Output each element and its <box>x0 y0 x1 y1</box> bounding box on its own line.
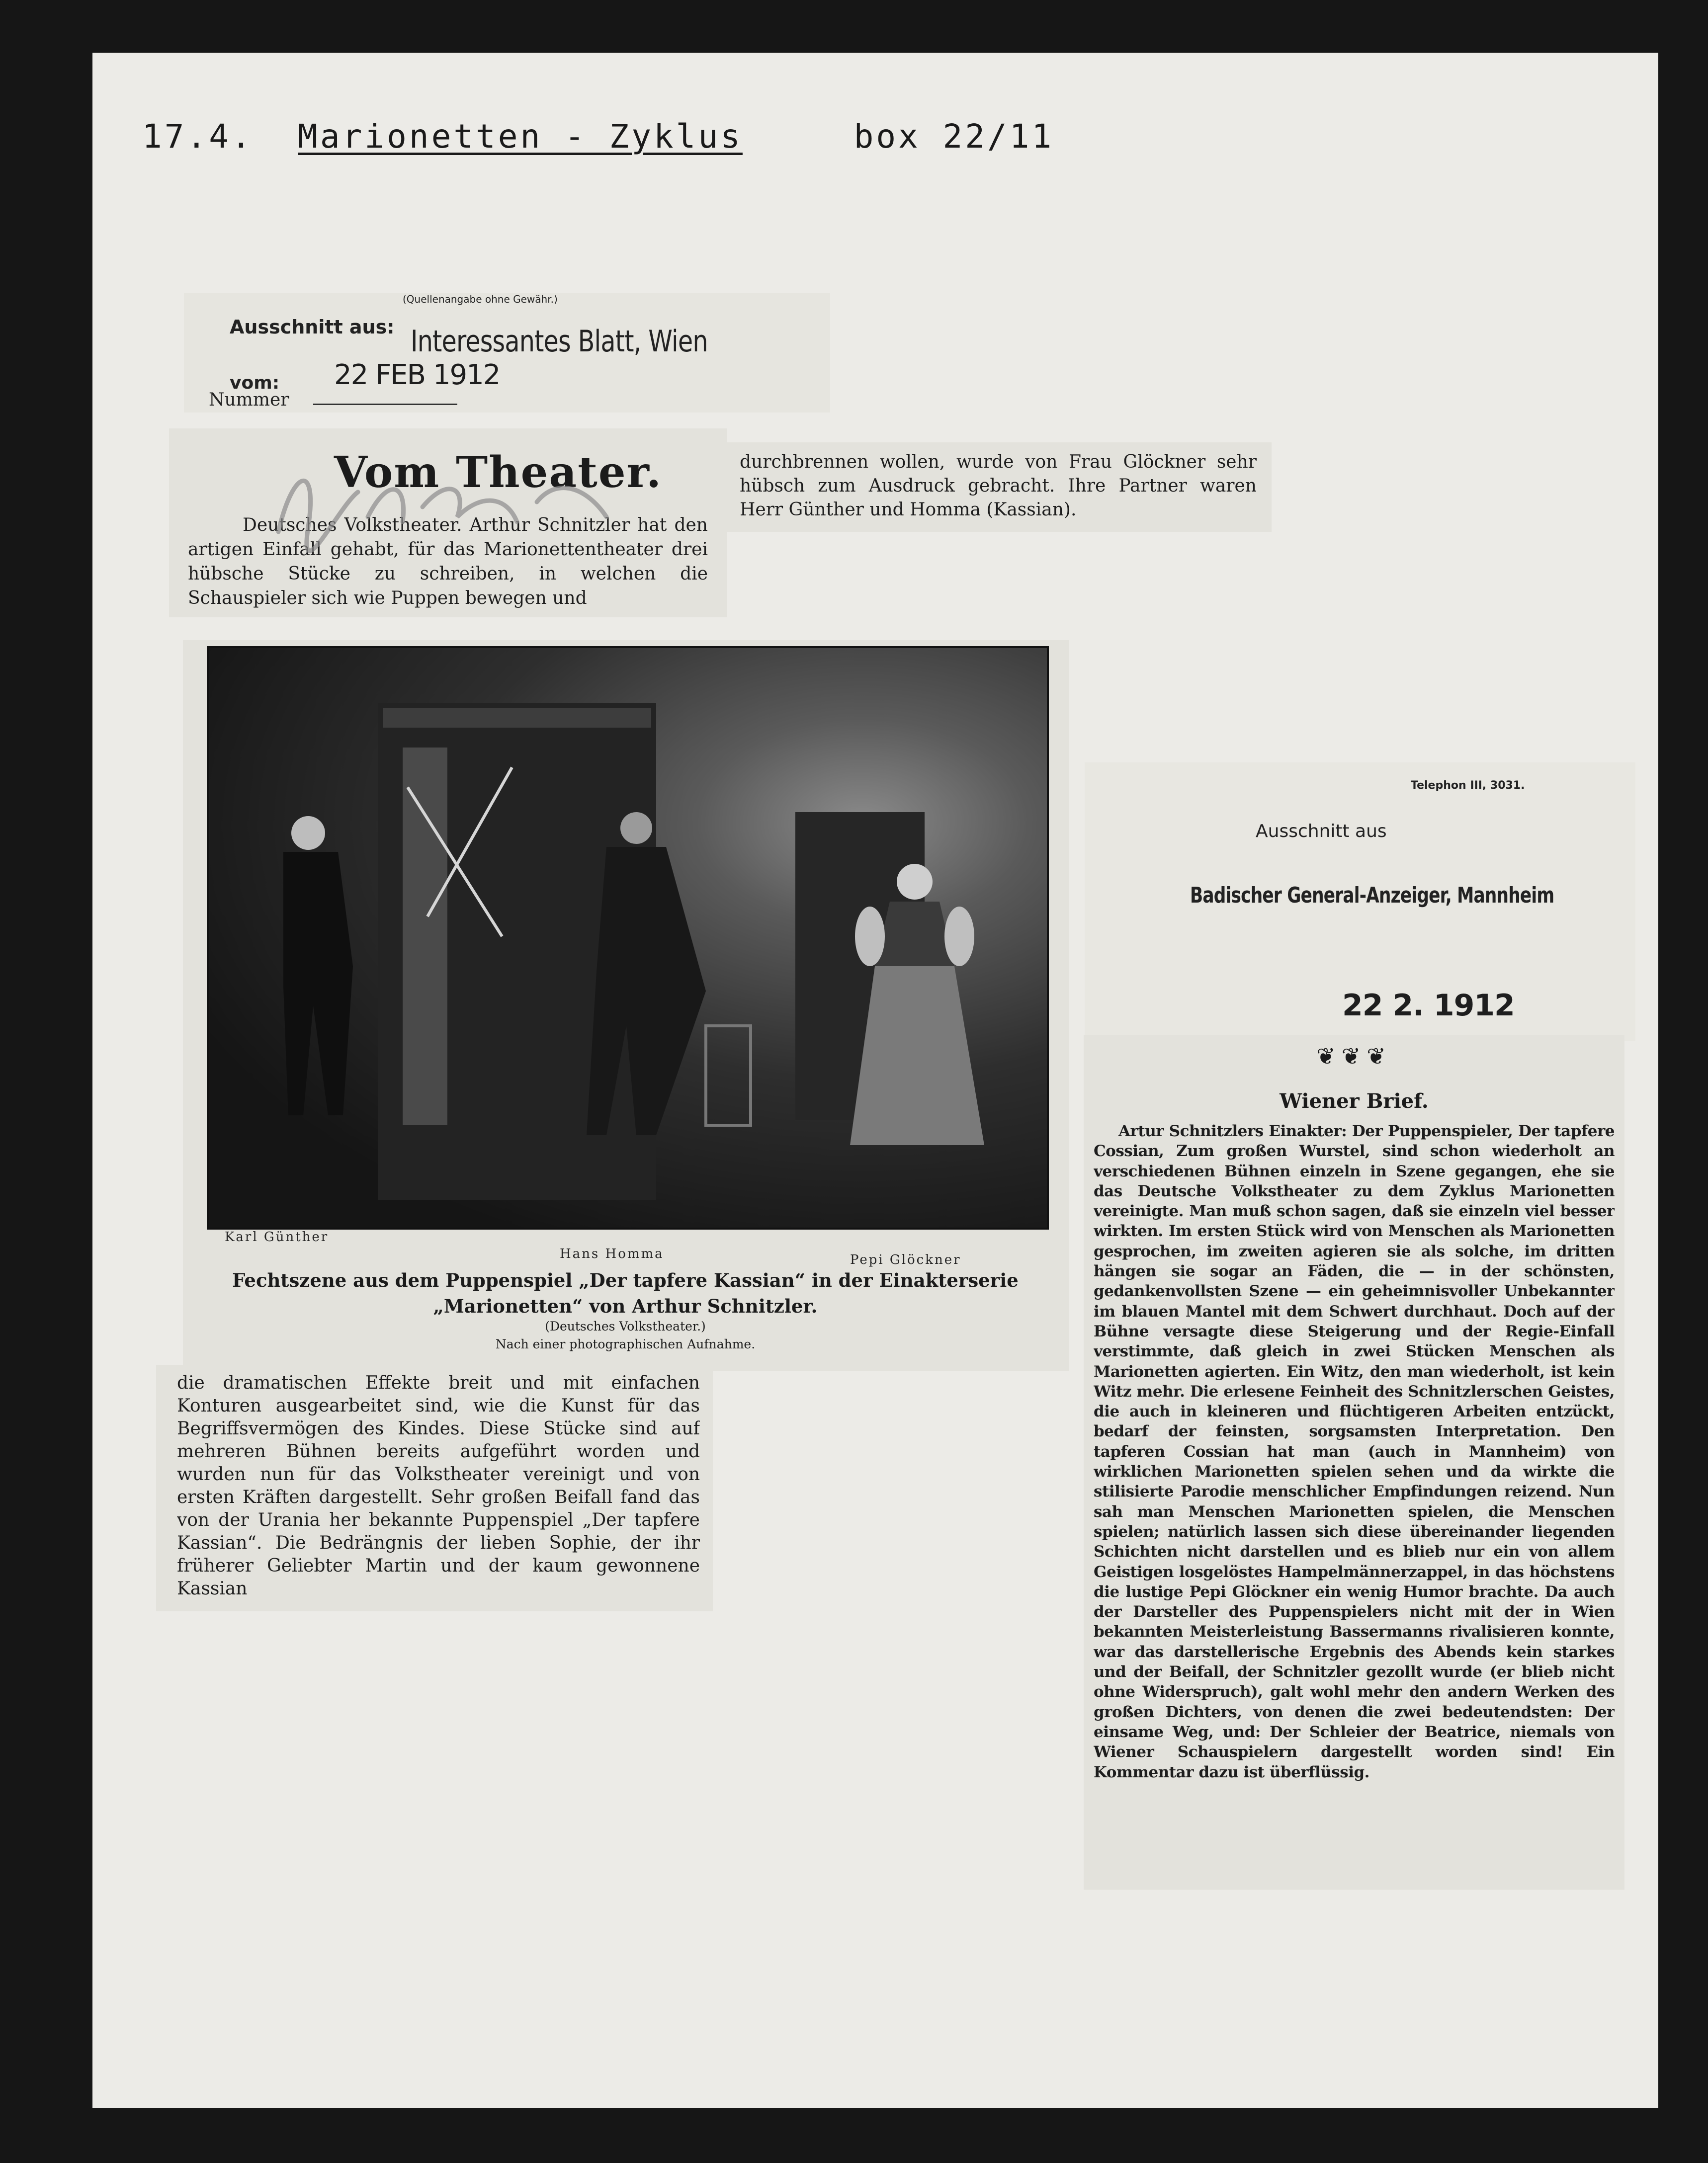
source-title: Interessantes Blatt, Wien <box>411 324 708 359</box>
label-ausschnitt-aus: Ausschnitt aus <box>1256 821 1387 841</box>
photo-caption: Fechtszene aus dem Puppenspiel „Der tapfere Kassian“ in der Einakterserie „Marionetten“ von Arthur Schnitzler. <box>232 1269 1019 1317</box>
photo-name-left: Karl Günther <box>225 1230 329 1245</box>
stage-photo <box>207 646 1049 1230</box>
ornament-icon: ❦❦❦ <box>1316 1043 1392 1070</box>
handwritten-signature-icon <box>258 447 636 567</box>
fencer-left-figure <box>283 816 353 1115</box>
label-nummer: Nummer <box>209 390 289 410</box>
headline-vom-theater: Vom Theater. <box>334 447 662 498</box>
telephone-note: Telephon III, 3031. <box>1411 779 1525 792</box>
date-stamp: 22 FEB 1912 <box>334 359 500 391</box>
underline-rule <box>313 404 457 405</box>
article-column-1: Deutsches Volkstheater. Arthur Schnitzler hat den artigen Einfall gehabt, für das Marionettentheater drei hübsche Stücke zu schreiben, in welchen die Schauspieler sich wie Puppen bewegen und <box>188 515 708 608</box>
article-column-3: die dramatischen Effekte breit und mit einfachen Konturen ausgearbeitet sind, wie die Kunst für das Begriffsvermögen des Kindes. Diese Stücke sind auf mehreren Bühnen bereits aufgeführt worden und wurden nun für das Volkstheater vereinigt und von ersten Kräften dargestellt. Sehr großen Beifall fand das von der Urania her bekannte Puppenspiel „Der tapfere Kassian“. Die Bedrängnis der lieben Sophie, der ihr früherer Geliebter Martin und der kaum gewonnene Kassian <box>177 1373 700 1599</box>
headline-wiener-brief: Wiener Brief. <box>1280 1089 1429 1113</box>
date-stamp-2: 22 2. 1912 <box>1342 988 1515 1023</box>
folder-header <box>142 117 1054 156</box>
header-title: Marionetten - Zyklus <box>298 117 743 156</box>
caption-note-2: Nach einer photographischen Aufnahme. <box>495 1337 756 1351</box>
article-column-2: durchbrennen wollen, wurde von Frau Glöckner sehr hübsch zum Ausdruck gebracht. Ihre Partner waren Herr Günther und Homma (Kassian). <box>740 452 1257 520</box>
source-note: (Quellenangabe ohne Gewähr.) <box>403 293 558 305</box>
caption-note-1: (Deutsches Volkstheater.) <box>545 1319 706 1333</box>
header-number: 17.4. <box>142 117 254 156</box>
photo-name-right: Pepi Glöckner <box>850 1252 961 1267</box>
source-badischer: Badischer General-Anzeiger, Mannheim <box>1190 883 1554 908</box>
photo-name-middle: Hans Homma <box>560 1247 664 1261</box>
wiener-brief-body: Artur Schnitzlers Einakter: Der Puppenspieler, Der tapfere Cossian, Zum großen Wurstel, sind schon wiederholt an verschiedenen Bühnen einzeln in Szene gegangen, ehe sie das Deutsche Volkstheater zu dem Zyklus Marionetten vereinigte. Man muß schon sagen, daß sie einzeln viel besser wirkten. Im ersten Stück wird von Menschen als Marionetten gesprochen, im zweiten agieren sie als solche, im dritten hängen sie sogar an Fäden, die — in der schönsten, gedankenvollsten Szene — ein geheimnisvoller Unbekannter im blauen Mantel mit dem Schwert durchhaut. Doch auf der Bühne versagte diese Steigerung und der Regie-Einfall verstimmte, daß gleich in zwei Stücken Menschen als Marionetten agierten. Ein Witz, den man wiederholt, ist kein Witz mehr. Die erlesene Feinheit des Schnitzlerschen Geistes, die auch in kleineren und flüchtigeren Arbeiten entzückt, bedarf der feinsten, sorgsamsten Interpretation. Den tapferen Cossian hat man (auch in Mannheim) von wirklichen Marionetten spielen sehen und da wirkte die stilisierte Parodie menschlicher Empfindungen reizend. Nun sah man Menschen Marionetten spielen, die Menschen spielen; natürlich lassen sich diese übereinander liegenden Schichten nicht darstellen und es blieb nur ein von allem Geistigen losgelöstes Hampelmännerzappel, in das höchstens die lustige Pepi Glöckner ein wenig Humor brachte. Da auch der Darsteller des Puppenspielers nicht mit der in Wien bekannten Meisterleistung Bassermanns rivalisieren konnte, war das darstellerische Ergebnis des Abends kein starkes und der Beifall, der Schnitzler gezollt wurde (er blieb nicht ohne Widerspruch), galt wohl mehr den andern Werken des großen Dichters, von denen die zwei bedeutendsten: Der einsame Weg, und: Der Schleier der Beatrice, niemals von Wiener Schauspielern dargestellt worden sind! Ein Kommentar dazu ist überflüssig. <box>1094 1122 1615 1781</box>
label-vom: vom: <box>230 373 280 393</box>
label-ausschnitt: Ausschnitt aus: <box>230 316 395 338</box>
header-box: box 22/11 <box>854 117 1054 156</box>
